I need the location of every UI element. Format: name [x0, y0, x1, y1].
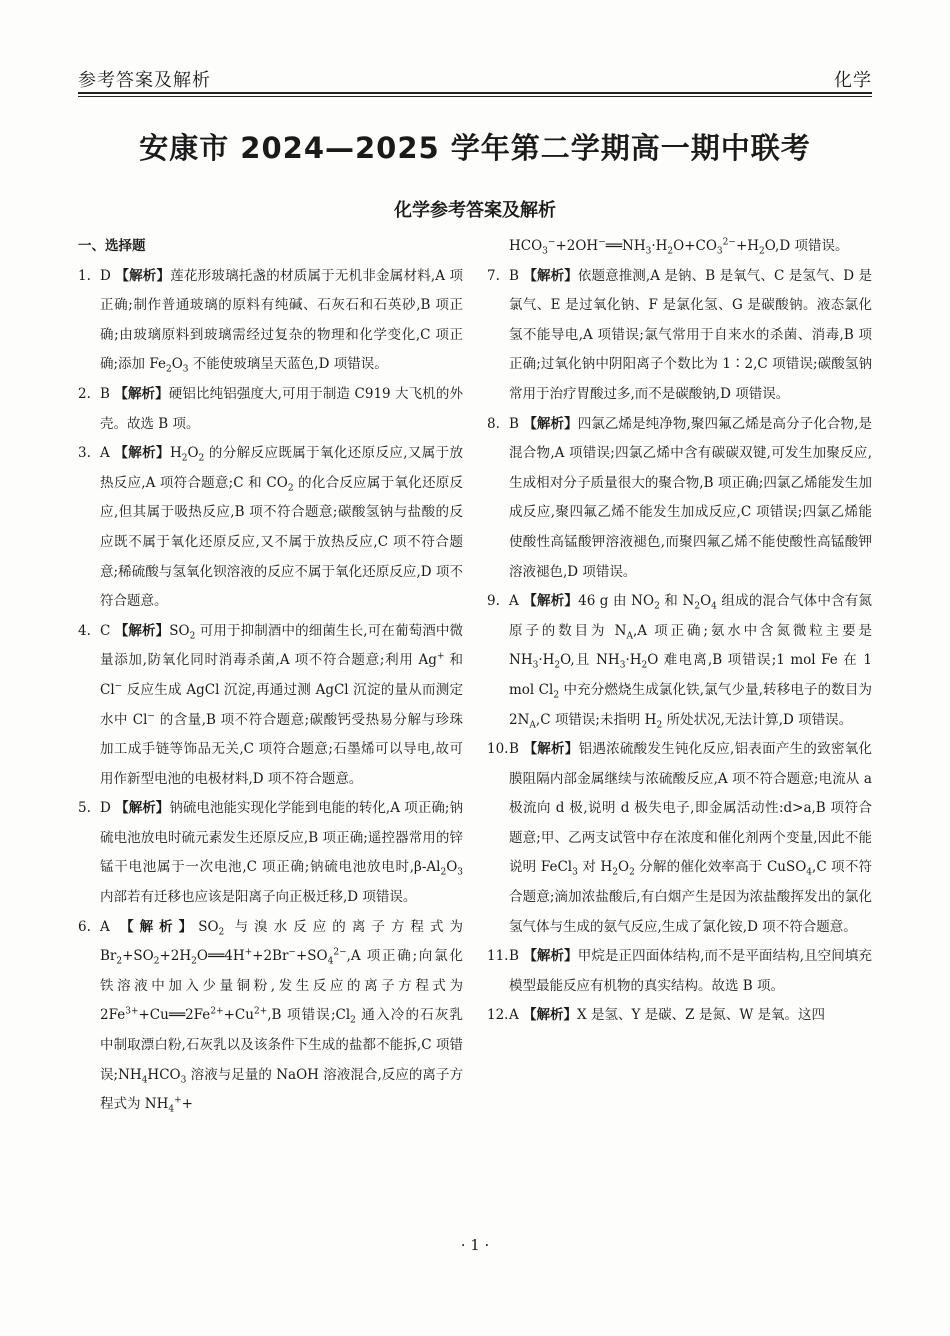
- answer-item-4: 4. C 【解析】$SO_2$ 可用于抑制酒中的细菌生长,可在葡萄酒中微量添加,防氧化同时消毒杀菌,A 项不符合题意;利用 Ag+ 和 Cl− 反应生成 AgCl 沉淀,再通过测 AgCl 沉淀的量从而测定水中 Cl− 的含量,B 项不符合题意;碳酸钙受热易分解与珍珠加工成手链等饰品无关,C 项符合题意;石墨烯可以导电,故可用作新型电池的电极材料,D 项不符合题意。: [78, 617, 463, 795]
- answer-item-7: 7. B 【解析】依题意推测,A 是钠、B 是氧气、C 是氢气、D 是氯气、E 是过氧化钠、F 是氯化氢、G 是碳酸钠。液态氯化氢不能导电,A 项错误;氯气常用于自来水的杀菌、消毒,B 项正确;过氧化钠中阴阳离子个数比为 1∶2,C 项错误;碳酸氢钠常用于治疗胃酸过多,而不是碳酸钠,D 项错误。: [487, 262, 872, 410]
- answer-item-8: 8. B 【解析】四氯乙烯是纯净物,聚四氟乙烯是高分子化合物,是混合物,A 项错误;四氯乙烯中含有碳碳双键,可发生加聚反应,生成相对分子质量很大的聚合物,B 项正确;四氯乙烯能发生加成反应,聚四氟乙烯不能发生加成反应,C 项错误;四氯乙烯能使酸性高锰酸钾溶液褪色,而聚四氟乙烯不能使酸性高锰酸钾溶液褪色,D 项错误。: [487, 410, 872, 588]
- item-answer: B: [509, 267, 519, 284]
- page-number: · 1 ·: [460, 1236, 490, 1254]
- header-rule-thick: [78, 92, 872, 94]
- item-number: 4.: [78, 622, 91, 639]
- header-left: 参考答案及解析: [78, 70, 211, 91]
- analysis-tag: 【解析】: [115, 800, 170, 817]
- answer-item-11: 11.B 【解析】甲烷是正四面体结构,而不是平面结构,且空间填充模型最能反应有机物的真实结构。故选 B 项。: [487, 942, 872, 1001]
- item-number: 1.: [78, 267, 91, 284]
- answer-item-3: 3. A 【解析】$H_2O_2$ 的分解反应既属于氧化还原反应,又属于放热反应,A 项符合题意;C 和 $CO_2$ 的化合反应属于氧化还原反应,但其属于吸热反应,B 项不符合题意;碳酸氢钠与盐酸的反应既不属于氧化还原反应,又不属于放热反应,C 项不符合题意;稀硫酸与氢氧化钡溶液的反应不属于氧化还原反应,D 项不符合题意。: [78, 439, 463, 617]
- item-number: 10.: [487, 741, 509, 758]
- analysis-tag: 【解析】: [114, 622, 170, 639]
- item-number: 5.: [78, 800, 91, 817]
- item-number: 7.: [487, 267, 500, 284]
- answer-item-6: 6. A 【解析】$SO_2$ 与溴水反应的离子方程式为 $Br_2+SO_2+2H_2O══4H^++2Br^-+SO_4^{2-},A$ 项正确;向氯化铁溶液中加入少量铜粉,发生反应的离子方程式为 $2Fe^{3+}+Cu══2Fe^{2+}+Cu^{2+},B$ 项错误$;Cl_2$ 通入冷的石灰乳中制取漂白粉,石灰乳以及该条件下生成的盐都不能拆,C 项错误$;NH_4HCO_3$ 溶液与足量的 NaOH 溶液混合,反应的离子方程式为 $NH_4^++$: [78, 913, 463, 1120]
- item-number: 3.: [78, 445, 91, 462]
- item-number: 2.: [78, 385, 91, 402]
- item-number: 9.: [487, 593, 500, 610]
- left-column: [78, 232, 463, 1120]
- analysis-tag: 【解析】: [523, 415, 578, 432]
- item-number: 12.: [487, 1007, 509, 1024]
- header-right: 化学: [834, 70, 872, 91]
- analysis-tag: 【解析】: [523, 1007, 578, 1024]
- item-number: 6.: [78, 918, 91, 935]
- item-answer: B: [509, 741, 519, 758]
- answer-item-2: 2. B 【解析】硬铝比纯铝强度大,可用于制造 C919 大飞机的外壳。故选 B 项。: [78, 380, 463, 439]
- running-header: [78, 58, 872, 92]
- answer-item-1: 1. D 【解析】莲花形玻璃托盏的材质属于无机非金属材料,A 项正确;制作普通玻璃的原料有纯碱、石灰石和石英砂,B 项正确;由玻璃原料到玻璃需经过复杂的物理和化学变化,C 项正确;添加 $Fe_2O_3$ 不能使玻璃呈天蓝色,D 项错误。: [78, 262, 463, 380]
- answer-item-10: 10.B 【解析】铝遇浓硫酸发生钝化反应,铝表面产生的致密氧化膜阻隔内部金属继续与浓硫酸反应,A 项不符合题意;电流从 a 极流向 d 极,说明 d 极失电子,即金属活动性:d>a,B 项符合题意;甲、乙两支试管中存在浓度和催化剂两个变量,因此不能说明 FeCl$_3$ 对 $H_2O_2$ 分解的催化效率高于 CuSO$_4$,C 项不符合题意;滴加浓盐酸后,有白烟产生是因为浓盐酸挥发出的氯化氢气体与生成的氨气反应,生成了氯化铵,D 项不符合题意。: [487, 735, 872, 942]
- page-subtitle: 化学参考答案及解析: [394, 200, 556, 221]
- item-answer: B: [509, 415, 519, 432]
- right-column: [487, 232, 872, 1031]
- answer-item-9: 9. A 【解析】46 g 由 $NO_2$ 和 $N_2O_4$ 组成的混合气体中含有氮原子的数目为 $N_A,A$ 项正确;氨水中含氮微粒主要是 $NH_3\cdot H_2O$,且 $NH_3\cdot H_2O$ 难电离,B 项错误;1 mol Fe 在 1 mol $Cl_2$ 中充分燃烧生成氯化铁,氯气少量,转移电子的数目为 $2N_A,C$ 项错误;未指明 $H_2$ 所处状况,无法计算,D 项错误。: [487, 587, 872, 735]
- analysis-tag: 【解析】: [523, 593, 579, 610]
- item-number: 8.: [487, 415, 500, 432]
- item-answer: A: [509, 1007, 519, 1024]
- analysis-tag: 【解析】: [115, 267, 171, 284]
- analysis-tag: 【解析】: [523, 948, 578, 965]
- answer-item-5: 5. D 【解析】钠硫电池能实现化学能到电能的转化,A 项正确;钠硫电池放电时硫元素发生还原反应,B 项正确;遥控器常用的锌锰干电池属于一次电池,C 项正确;钠硫电池放电时$,\beta-Al_2O_3$ 内部若有迁移也应该是阳离子向正极迁移,D 项错误。: [78, 794, 463, 912]
- item-answer: A: [509, 593, 519, 610]
- answer-item-6-continued: $HCO_3^-+2OH^-══NH_3\cdot H_2O+CO_3^{2-}+H_2O,D$ 项错误。: [509, 237, 849, 257]
- item-answer: A: [100, 445, 110, 462]
- section-heading: 一、选择题: [78, 238, 146, 254]
- item-answer: C: [100, 622, 111, 639]
- item-answer: A: [100, 918, 110, 935]
- item-answer: B: [100, 385, 110, 402]
- answer-item-12: 12.A 【解析】X 是氢、Y 是碳、Z 是氮、W 是氧。这四: [487, 1001, 872, 1031]
- analysis-tag: 【解析】: [120, 918, 199, 935]
- analysis-tag: 【解析】: [523, 741, 579, 758]
- analysis-tag: 【解析】: [114, 445, 170, 462]
- item-answer: D: [100, 267, 111, 284]
- page-title: 安康市 2024—2025 学年第二学期高一期中联考: [139, 131, 811, 165]
- analysis-tag: 【解析】: [523, 267, 578, 284]
- item-answer: D: [100, 800, 111, 817]
- header-rule-thin: [78, 96, 872, 97]
- item-answer: B: [509, 948, 519, 965]
- analysis-tag: 【解析】: [114, 385, 169, 402]
- item-number: 11.: [487, 948, 509, 965]
